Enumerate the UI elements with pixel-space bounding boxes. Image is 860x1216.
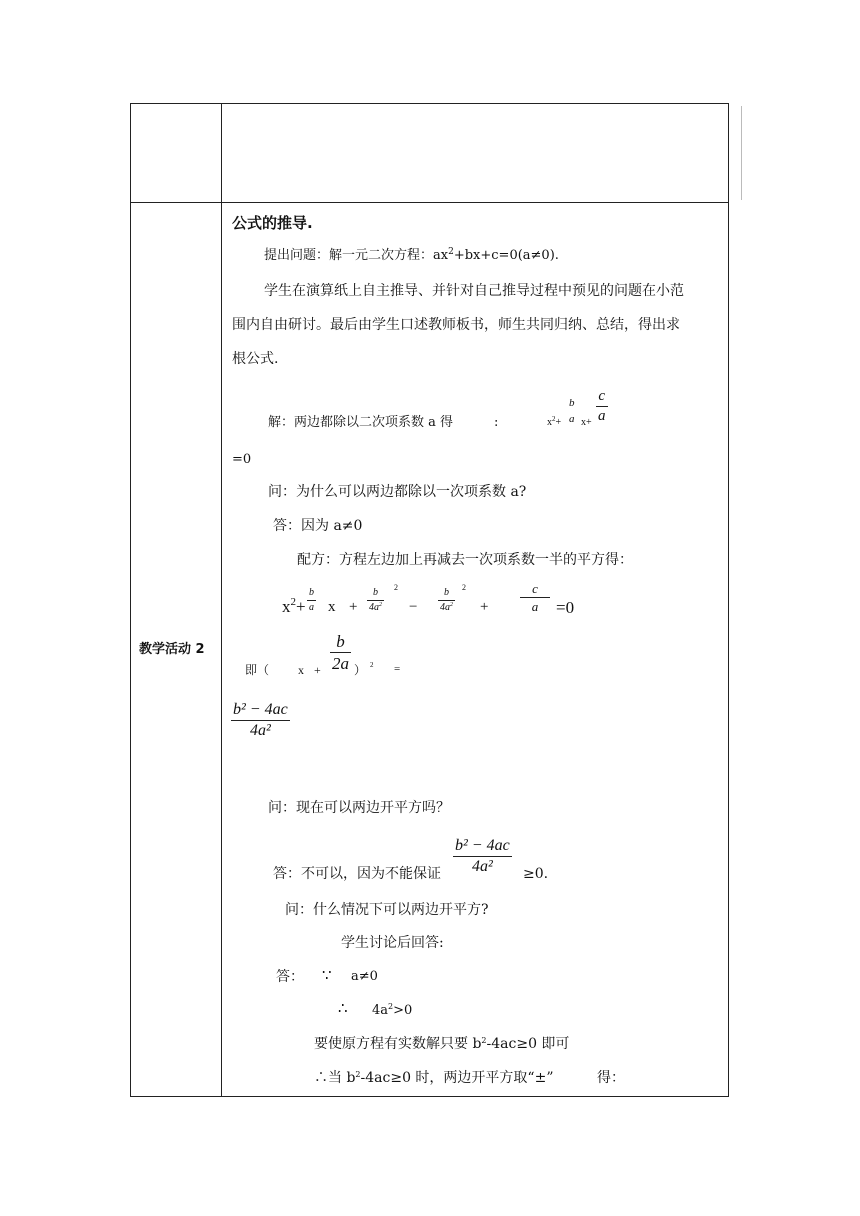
- question-2: 问：现在可以两边开平方吗？: [268, 800, 450, 816]
- answer-1: 答：因为 a≠0: [273, 518, 363, 534]
- table-top-border: [130, 103, 728, 104]
- table-row-divider: [130, 202, 728, 203]
- table-right-border: [728, 103, 729, 1097]
- solve-eq0: =0: [232, 452, 252, 467]
- table-left-border: [130, 103, 131, 1097]
- paragraph-line-3: 根公式.: [232, 351, 279, 367]
- answer-2-suffix: ≥0.: [523, 866, 549, 882]
- answer-3-label: 答：: [276, 969, 304, 985]
- eq3-equals: =: [394, 663, 401, 675]
- answer-2-fraction: b² − 4ac 4a²: [455, 837, 510, 875]
- eq3-frac-b-over-2a: b 2a: [332, 632, 349, 673]
- eq3-close: ）: [354, 663, 367, 677]
- eq2-frac-b-over-4a-2: b $4a^2$: [440, 587, 453, 613]
- solve-text: 解：两边都除以二次项系数 a 得: [268, 415, 454, 430]
- paragraph-line-2: 围内自由研讨。最后由学生口述教师板书，师生共同归纳、总结，得出求: [232, 317, 680, 333]
- eq3-plus: +: [314, 663, 321, 677]
- because-symbol: ∵: [322, 966, 332, 984]
- a-not-zero: a≠0: [351, 969, 378, 984]
- table-bottom-border: [130, 1096, 728, 1097]
- therefore-symbol: ∴: [338, 999, 348, 1017]
- section-title: 公式的推导.: [232, 214, 313, 232]
- question-1: 问：为什么可以两边都除以一次项系数 a?: [268, 484, 527, 500]
- page-edge-mark: [741, 106, 742, 200]
- complete-square-text: 配方：方程左边加上再减去一次项系数一半的平方得：: [297, 552, 633, 568]
- eq2-square-2: 2: [462, 583, 466, 592]
- discussion-note: 学生讨论后回答:: [341, 935, 444, 951]
- answer-2-prefix: 答：不可以，因为不能保证: [273, 866, 441, 882]
- eq2-x: x: [328, 599, 336, 615]
- conclusion-line: ∴当 $b^2-4ac\ge 0$ 时，两边开平方取“±”: [314, 1070, 554, 1086]
- eq2-plus: +: [349, 599, 358, 615]
- solve-x2: $x^2+$: [547, 415, 562, 428]
- eq2-plus-3: +: [480, 599, 489, 615]
- row-label: 教学活动 2: [139, 642, 205, 657]
- conclusion-end: 得：: [597, 1070, 625, 1086]
- paragraph-line-1: 学生在演算纸上自主推导、并针对自己推导过程中预见的问题在小范: [264, 283, 684, 299]
- eq2-minus: −: [409, 599, 418, 615]
- condition-line: 要使原方程有实数解只要 $b^2-4ac\ge 0$ 即可: [314, 1036, 570, 1052]
- fraction-c-over-a: c a: [598, 388, 606, 424]
- eq2-square-1: 2: [394, 583, 398, 592]
- eq2-frac-c-over-a: c a: [520, 582, 550, 613]
- solve-colon: :: [494, 415, 499, 430]
- eq2-equals-zero: =0: [556, 598, 575, 617]
- question-3: 问：什么情况下可以两边开平方?: [285, 902, 489, 918]
- eq3-x: x: [298, 663, 304, 677]
- eq3-ji: 即（: [245, 663, 270, 677]
- fraction-b-over-a: b a: [569, 397, 575, 425]
- solve-xplus: x+: [581, 417, 592, 428]
- discriminant-fraction: b² − 4ac 4a²: [233, 701, 288, 739]
- problem-statement: 提出问题：解一元二次方程：$ax^2+bx+c=0(a\ne 0)$.: [264, 247, 559, 263]
- eq3-square: 2: [370, 661, 374, 669]
- four-a-squared: $4a^2>0$: [372, 1002, 413, 1018]
- eq2-frac-b-over-a: b a: [309, 587, 314, 613]
- eq2-frac-b-over-4a: b $4a^2$: [369, 587, 382, 613]
- eq2-x2plus: $x^2+$: [282, 596, 306, 616]
- table-column-divider: [221, 103, 222, 1097]
